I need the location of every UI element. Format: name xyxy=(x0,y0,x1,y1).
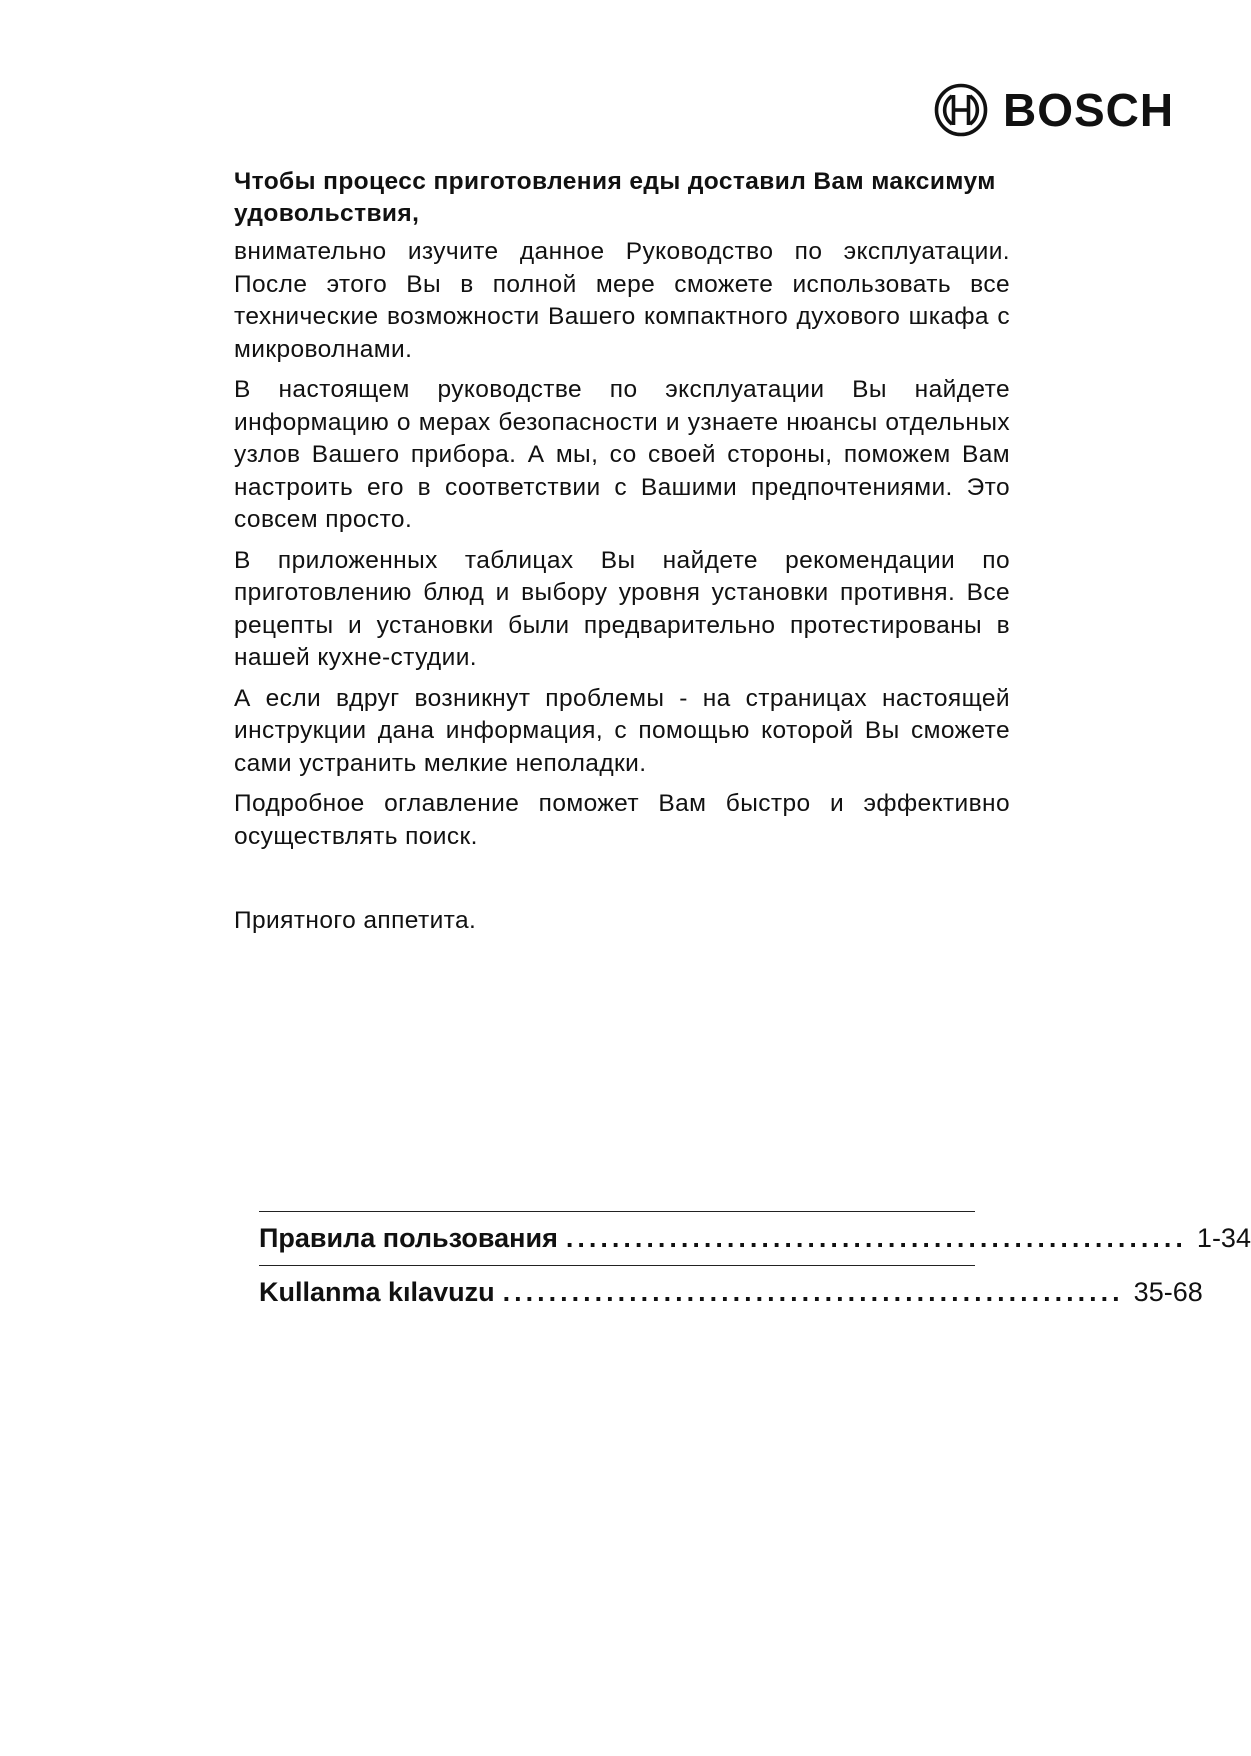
intro-heading: Чтобы процесс приготовления еды доставил Вам максимум удовольствия, xyxy=(234,168,996,227)
toc-leader-dots: ...................................................... xyxy=(502,1277,1124,1307)
toc-entry-title: Правила пользования xyxy=(259,1223,558,1253)
intro-paragraph: А если вдруг возникнут проблемы - на страницах настоящей инструкции дана информация, с помощью которой Вы сможете сами устранить мелкие неполадки. xyxy=(234,684,1010,777)
toc-entry-turkish[interactable] xyxy=(259,1265,1203,1319)
intro-paragraph: В приложенных таблицах Вы найдете рекомендации по приготовлению блюд и выбору уровня установки противня. Все рецепты и установки были предварительно протестированы в нашей кухне-студии. xyxy=(234,546,1010,671)
intro-paragraph: внимательно изучите данное Руководство по эксплуатации. После этого Вы в полной мере сможете использовать все технические возможности Вашего компактного духового шкафа с микроволнами. xyxy=(234,238,1010,363)
intro-section xyxy=(234,166,1010,938)
toc-entry-pages: 1-34 xyxy=(1196,1223,1251,1253)
toc-entry-russian[interactable] xyxy=(259,1212,1251,1265)
closing-text: Приятного аппетита. xyxy=(234,907,477,934)
bosch-armature-icon xyxy=(934,83,988,137)
toc-entry-pages: 35-68 xyxy=(1133,1277,1203,1307)
intro-paragraph: В настоящем руководстве по эксплуатации Вы найдете информацию о мерах безопасности и узнаете нюансы отдельных узлов Вашего прибора. А мы, со своей стороны, поможем Вам настроить его в соответствии с Вашими предпочтениями. Это совсем просто. xyxy=(234,376,1010,533)
intro-paragraph: Подробное оглавление поможет Вам быстро и эффективно осуществлять поиск. xyxy=(234,790,1010,850)
brand-name: BOSCH xyxy=(1003,84,1175,136)
table-of-contents xyxy=(259,1211,1251,1319)
toc-leader-dots: ...................................................... xyxy=(565,1223,1187,1253)
toc-entry-title: Kullanma kılavuzu xyxy=(259,1277,495,1307)
brand-logo xyxy=(934,83,1174,137)
